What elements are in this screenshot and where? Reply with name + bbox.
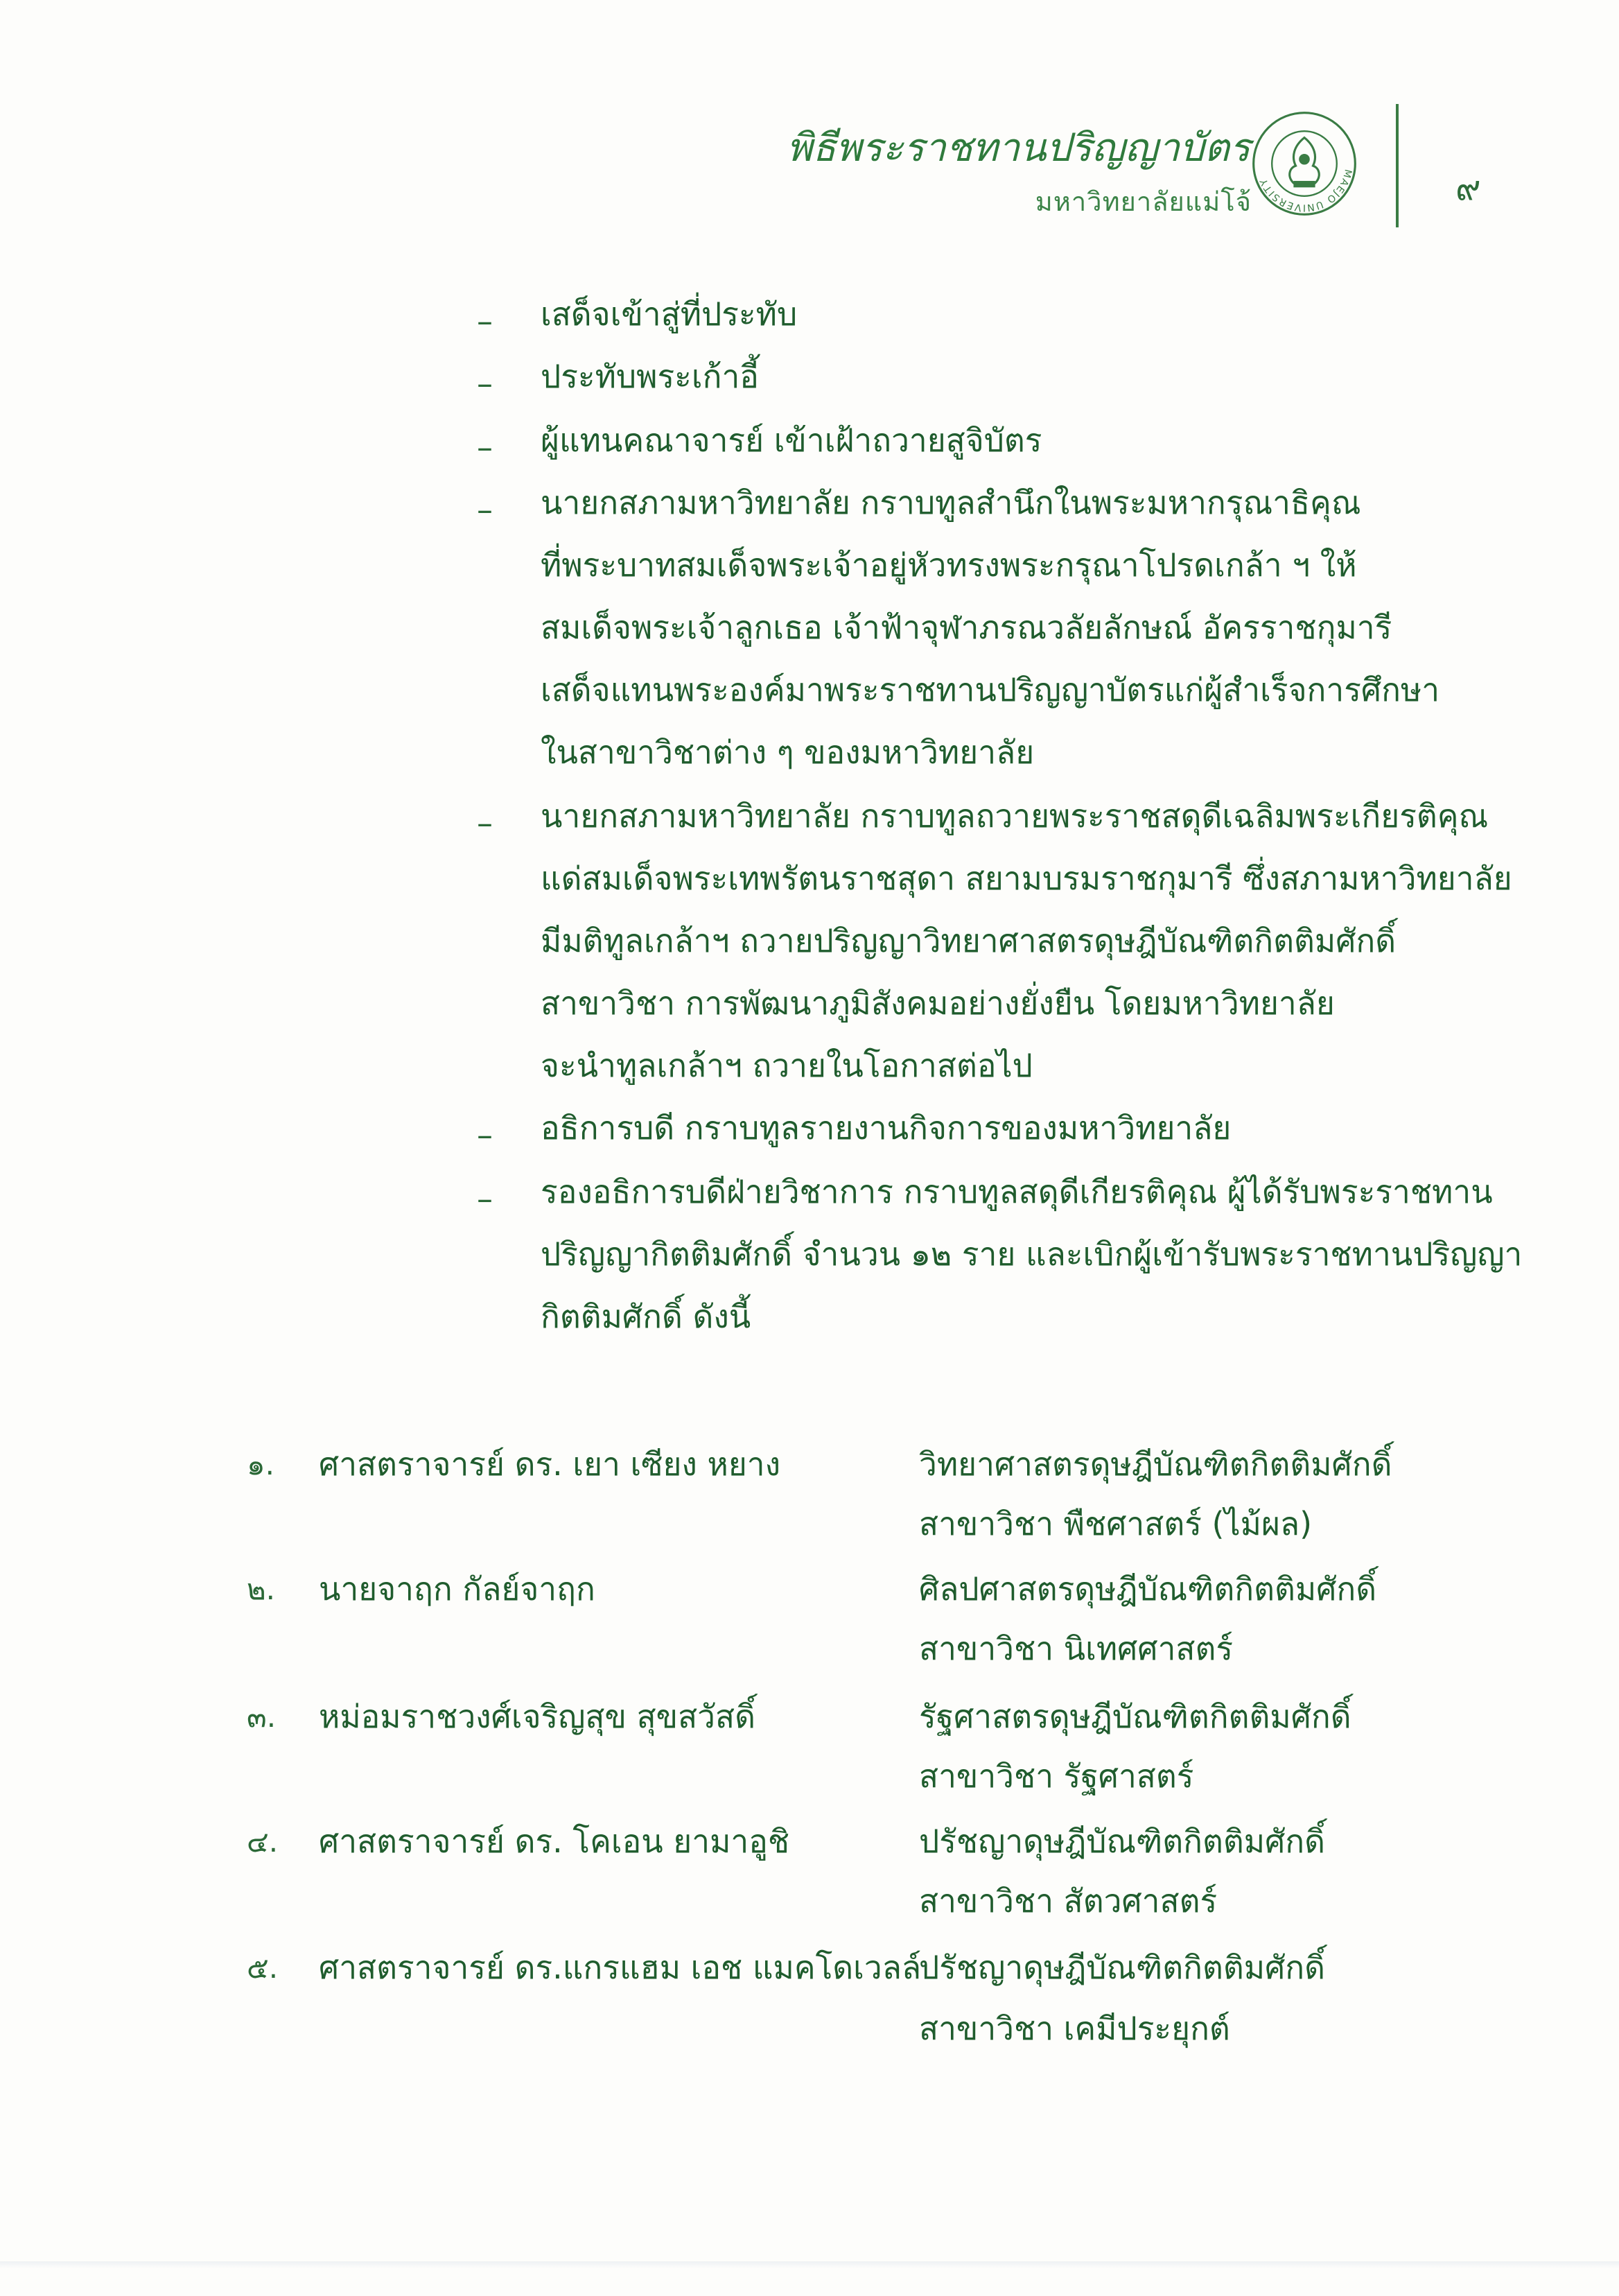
dash-bullet: – bbox=[477, 804, 493, 842]
recipient-degree: วิทยาศาสตรดุษฎีบัณฑิตกิตติมศักดิ์ bbox=[919, 1445, 1392, 1483]
recipient-field: สาขาวิชา เคมีประยุกต์ bbox=[919, 2010, 1230, 2047]
agenda-line: อธิการบดี กราบทูลรายงานกิจการของมหาวิทยาลัย bbox=[541, 1109, 1232, 1147]
recipient-number: ๔. bbox=[247, 1825, 279, 1859]
recipient-field: สาขาวิชา พืชศาสตร์ (ไม้ผล) bbox=[919, 1505, 1313, 1542]
university-seal-icon bbox=[1250, 110, 1358, 218]
svg-text:MAEJO UNIVERSITY bbox=[1258, 168, 1354, 214]
agenda-line: ที่พระบาทสมเด็จพระเจ้าอยู่หัวทรงพระกรุณาโปรดเกล้า ฯ ให้ bbox=[541, 546, 1357, 584]
recipient-name: ศาสตราจารย์ ดร. โคเอน ยามาอูชิ bbox=[319, 1823, 790, 1860]
agenda-line: แด่สมเด็จพระเทพรัตนราชสุดา สยามบรมราชกุมารี ซึ่งสภามหาวิทยาลัย bbox=[541, 860, 1512, 897]
agenda-line: ในสาขาวิชาต่าง ๆ ของมหาวิทยาลัย bbox=[541, 733, 1035, 771]
agenda-line: นายกสภามหาวิทยาลัย กราบทูลถวายพระราชสดุดีเฉลิมพระเกียรติคุณ bbox=[541, 797, 1489, 835]
recipient-name: ศาสตราจารย์ ดร.แกรแฮม เอช แมคโดเวลล์ bbox=[319, 1949, 922, 1986]
recipient-degree: ศิลปศาสตรดุษฎีบัณฑิตกิตติมศักดิ์ bbox=[919, 1570, 1377, 1608]
agenda-line: ปริญญากิตติมศักดิ์ จำนวน ๑๒ ราย และเบิกผู้เข้ารับพระราชทานปริญญา bbox=[541, 1235, 1523, 1273]
agenda-line: กิตติมศักดิ์ ดังนี้ bbox=[541, 1298, 751, 1335]
recipient-number: ๒. bbox=[247, 1572, 276, 1606]
recipient-number: ๑. bbox=[247, 1447, 275, 1481]
recipient-name: นายจาฤก กัลย์จาฤก bbox=[319, 1570, 595, 1608]
ceremony-title: พิธีพระราชทานปริญญาบัตร bbox=[787, 125, 1250, 171]
header-divider bbox=[1396, 104, 1399, 227]
scan-edge bbox=[0, 2261, 1619, 2268]
dash-bullet: – bbox=[477, 491, 493, 528]
dash-bullet: – bbox=[477, 428, 493, 466]
agenda-line: ผู้แทนคณาจารย์ เข้าเฝ้าถวายสูจิบัตร bbox=[541, 421, 1042, 459]
agenda-line: เสด็จเข้าสู่ที่ประทับ bbox=[541, 295, 798, 333]
recipient-number: ๕. bbox=[247, 1951, 279, 1985]
recipient-degree: รัฐศาสตรดุษฎีบัณฑิตกิตติมศักดิ์ bbox=[919, 1698, 1351, 1735]
agenda-line: จะนำทูลเกล้าฯ ถวายในโอกาสต่อไป bbox=[541, 1047, 1033, 1084]
agenda-line: รองอธิการบดีฝ่ายวิชาการ กราบทูลสดุดีเกียรติคุณ ผู้ได้รับพระราชทาน bbox=[541, 1173, 1493, 1210]
recipient-degree: ปรัชญาดุษฎีบัณฑิตกิตติมศักดิ์ bbox=[919, 1949, 1326, 1986]
agenda-line: ประทับพระเก้าอี้ bbox=[541, 358, 759, 395]
recipient-field: สาขาวิชา รัฐศาสตร์ bbox=[919, 1757, 1194, 1795]
dash-bullet: – bbox=[477, 365, 493, 402]
seal-text: MAEJO UNIVERSITY bbox=[1257, 168, 1354, 214]
agenda-line: เสด็จแทนพระองค์มาพระราชทานปริญญาบัตรแก่ผู้สำเร็จการศึกษา bbox=[541, 671, 1440, 708]
agenda-line: นายกสภามหาวิทยาลัย กราบทูลสำนึกในพระมหากรุณาธิคุณ bbox=[541, 484, 1361, 521]
recipient-number: ๓. bbox=[247, 1700, 277, 1734]
recipient-name: หม่อมราชวงศ์เจริญสุข สุขสวัสดิ์ bbox=[319, 1698, 755, 1735]
agenda-line: สมเด็จพระเจ้าลูกเธอ เจ้าฟ้าจุฬาภรณวลัยลักษณ์ อัครราชกุมารี bbox=[541, 609, 1392, 646]
recipient-field: สาขาวิชา สัตวศาสตร์ bbox=[919, 1882, 1218, 1920]
recipient-name: ศาสตราจารย์ ดร. เยา เซียง หยาง bbox=[319, 1445, 781, 1483]
recipient-field: สาขาวิชา นิเทศศาสตร์ bbox=[919, 1630, 1234, 1667]
page-number: ๙ bbox=[1455, 168, 1481, 208]
agenda-line: มีมติทูลเกล้าฯ ถวายปริญญาวิทยาศาสตรดุษฎีบัณฑิตกิตติมศักดิ์ bbox=[541, 922, 1397, 959]
dash-bullet: – bbox=[477, 1180, 493, 1217]
dash-bullet: – bbox=[477, 302, 493, 340]
university-name: มหาวิทยาลัยแม่โจ้ bbox=[1035, 186, 1252, 217]
dash-bullet: – bbox=[477, 1116, 493, 1154]
recipient-degree: ปรัชญาดุษฎีบัณฑิตกิตติมศักดิ์ bbox=[919, 1823, 1326, 1860]
agenda-line: สาขาวิชา การพัฒนาภูมิสังคมอย่างยั่งยืน โดยมหาวิทยาลัย bbox=[541, 984, 1335, 1022]
